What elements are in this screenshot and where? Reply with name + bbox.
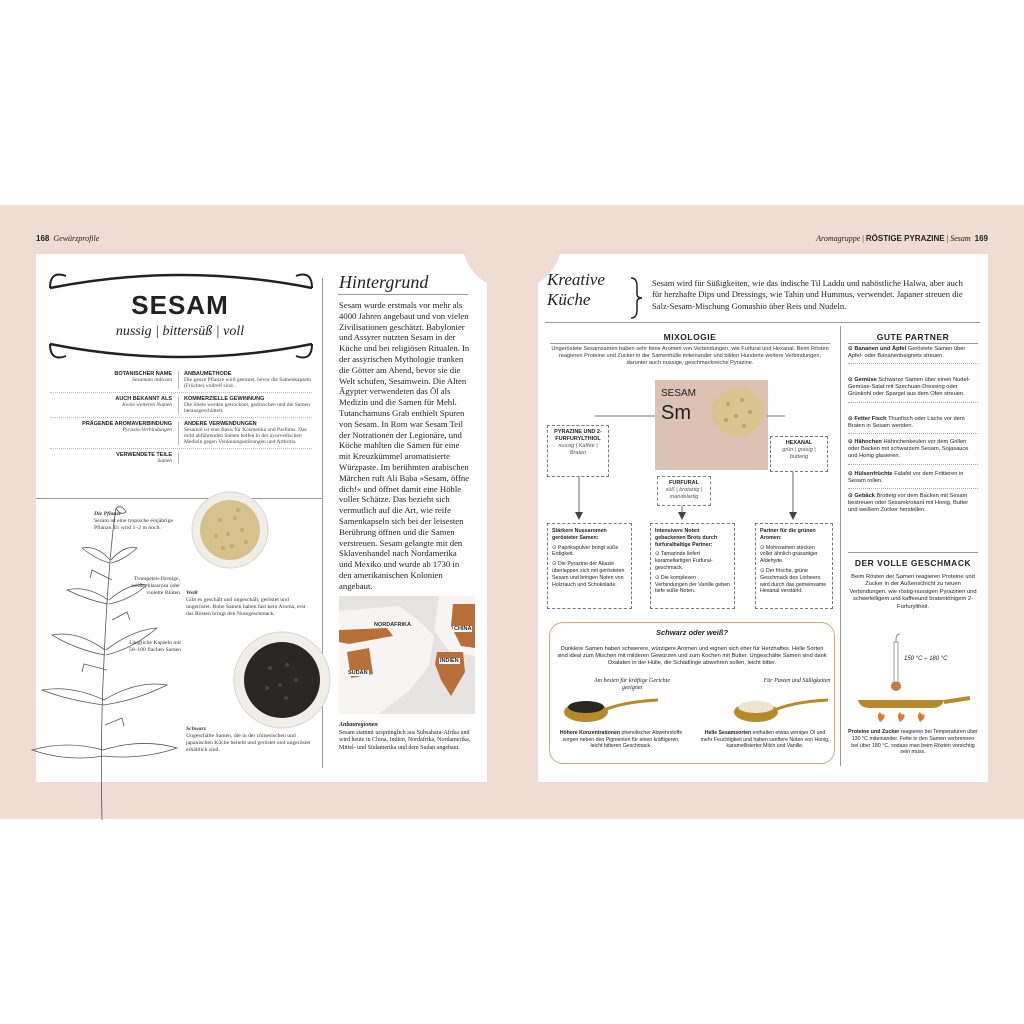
caption-bold: Proteine und Zucker xyxy=(848,729,900,735)
white-seed-spoon xyxy=(730,692,830,726)
black-caption-text: Ungeschälte Samen, die in der chinesischen und japanischen Küche beliebt und geröstet und ungeröstet erhältlich sind. xyxy=(186,733,311,753)
fact-value-head: ANDERE VERWENDUNGEN xyxy=(184,421,257,427)
compound-name: HEXANAL xyxy=(785,440,813,446)
fact-value-text: Die ganze Pflanze wird geerntet, bevor die Samenkapseln (Früchte) vollreif sind. xyxy=(184,377,312,389)
facts-table xyxy=(50,368,312,467)
fact-value-head: KOMMERZIELLE GEWINNUNG xyxy=(184,396,265,402)
light-seed-caption xyxy=(700,730,830,750)
partner-name: Gebäck xyxy=(854,493,875,499)
full-flavour-heading: DER VOLLE GESCHMACK xyxy=(854,558,972,568)
spoon-label-light: Für Pasten und Süßigkeiten xyxy=(763,678,831,684)
compound-box-hexanal xyxy=(770,436,828,472)
right-running-name: Sesam xyxy=(950,234,971,243)
right-running-bold: RÖSTIGE PYRAZINE xyxy=(865,234,945,243)
partner-name: Hähnchen xyxy=(854,439,882,445)
mixology-heading: MIXOLOGIE xyxy=(663,332,717,342)
outcome-line: ⊙ Der frische, grüne Geschmack des Lorbeers wird durch das gemeinsame Hexanal verstärkt. xyxy=(760,567,827,595)
plant-caption xyxy=(94,511,174,532)
fact-value-text: Sesamöl ist eine Basis für Kosmetika und Parfüms. Das mild abführenden Samen helfen in der ayurvedischen Medizin gegen Verdauungsstörungen und Arthritis. xyxy=(184,427,307,445)
map-label: CHINA xyxy=(454,626,472,632)
temperature-label: 150 °C – 180 °C xyxy=(904,656,948,662)
background-body: Sesam wurde erstmals vor mehr als 4000 Jahren angebaut und von vielen Zivilisationen geschätzt. Babylonier und Assyrer nutzten Sesam in der Küche und bei religiösen Ritualen. In der assyrischen Mythologie tranken die Götter am Abend, bevor sie die Welt schufen, Sesamwein. Die Alten Ägypter verwendeten das Öl als Medizin und die Samen für Mehl. Tutanchamuns Grab enthielt Spuren von Sesam. In Rom war Sesam Teil der Notrationen der Legionäre, und Köche mahlten die Samen für eine mit Kreuzkümmel aromatisierte Würzpaste. Im berühmten arabischen Märchen ruft Ali Baba »Sesam, öffne dich!« und öffnet damit eine Höhle voller Schätze. Das bezieht sich vermutlich auf die Art, wie reife Samenkapseln sich bei der leisesten Berührung öffnen und die Samen verstreuen. Sesam gelangte mit den Sklavenhandel nach Nordamerika und Mexiko und wurde ab 1730 in den amerikanischen Kolonien angebaut. xyxy=(339,300,470,591)
column-divider-right xyxy=(840,326,841,766)
black-seed-spoon xyxy=(560,692,660,726)
black-or-white-text: Dunklere Samen haben schwerere, würzigere Aromen und eignen sich eher für Herzhaftes. Helle Sorten sind ideal zum Mischen mit milderen Gewürzen und zum Kochen mit Butter. Ungeschälte Samen sind dank Oxalaten in der Hülle, die Schädlinge abwehren sollen, leicht bitter. xyxy=(557,646,827,667)
compound-box-pyrazine xyxy=(547,425,609,477)
caption-text: enthalten etwas weniger Öl und mehr Feuchtigkeit und haben sanftere Noten von Honig, karamellisierter Milch und Vanille. xyxy=(700,730,830,750)
caption-text: reagieren bei Temperaturen über 130 °C miteinander. Fette in den Samen verbrennen bei über 180 °C, sodass man beim Rösten vorsichtig sein muss. xyxy=(851,729,978,756)
fact-key: AUCH BEKANNT ALS xyxy=(115,396,172,402)
fact-key: BOTANISCHER NAME xyxy=(114,371,172,377)
full-flavour-text: Beim Rösten der Samen reagieren Proteine und Zucker in der Außenschicht zu neuen Verbindungen, wie röstig-nussigen Pyrazinen und schwefelligem und kaffeeund bratentönigem 2-Furfurylthiol. xyxy=(849,574,977,610)
compound-name: FURFURAL xyxy=(669,480,699,486)
mixology-rule xyxy=(550,343,830,344)
good-partners-heading: GUTE PARTNER xyxy=(876,332,950,342)
partner-text: Schwarze Samen über einen Nudel-Gemüse-Salat mit Szechuan-Dressing oder Grünkohl oder Spargel aus dem Ofen streuen. xyxy=(848,377,970,398)
black-caption-title: Schwarz xyxy=(186,726,206,732)
heading-rule xyxy=(338,294,468,295)
compound-desc: nussig | Kaffee | Braten xyxy=(558,443,598,456)
fact-key-value: Sesamum indicum xyxy=(132,377,172,383)
plant-caption-text: Sesam ist eine tropische einjährige Pflanze. Er wird 1–2 m hoch. xyxy=(94,518,173,531)
outcome-box xyxy=(547,523,632,609)
outcome-head: Partner für die grünen Aromen: xyxy=(760,528,816,541)
caption-bold: Höhere Konzentrationen xyxy=(559,730,621,736)
white-caption-text: Gibt es geschält und ungeschält, geröstet und ungeröstet. Rohe Samen haben fast kein Aroma, erst das Rösten bringt den Nussgeschmack. xyxy=(186,597,306,617)
partner-item: ⊙ Fetter Fisch Thunfisch oder Lachs vor dem Braten in Sesam wenden. xyxy=(848,416,978,434)
outcome-line: ⊙ Mohnsamen stecken voller ähnlich grasartiger Aldehyde. xyxy=(760,544,818,565)
fact-key-value: Pyrazin-Verbindungen xyxy=(122,427,172,433)
section-divider xyxy=(36,498,322,499)
partners-rule xyxy=(848,343,978,344)
left-folio xyxy=(36,234,99,243)
partner-item: ⊙ Hähnchen Hähnchenkeulen vor dem Grillen oder Backen mit schwarzem Sesam, Sojasauce und Honig glasieren. xyxy=(848,439,978,465)
growing-regions-map xyxy=(339,596,475,714)
capsule-caption: Längliche Kapseln mit 50–100 flachen Samen xyxy=(128,640,181,653)
partner-name: Gemüse xyxy=(854,377,877,383)
right-folio: Aromagruppe | RÖSTIGE PYRAZINE | Sesam 169 xyxy=(816,234,988,243)
left-running-head: Gewürzprofile xyxy=(53,234,100,243)
plant-caption-title: Die Pflanze xyxy=(94,511,122,517)
partner-name: Hülsenfrüchte xyxy=(854,471,893,477)
white-caption-title: Weiß xyxy=(186,590,198,596)
compound-box-furfural xyxy=(657,476,711,506)
partner-name: Bananen und Äpfel xyxy=(854,346,907,352)
roasting-pan-illustration xyxy=(852,626,974,726)
partner-text: Hähnchenkeulen vor dem Grillen oder Backen mit schwarzem Sesam, Sojasauce und Honig glasieren. xyxy=(848,439,969,460)
mixology-intro: Ungeröstete Sesamsamen haben sehr feine Aromen von Verbindungen, wie Furfural und Hexanal. Beim Rösten reagieren Proteine und Zucker in der Samenhülle miteinander und bilden Hunderte weitere Verbindungen, darunter auch nussige, geschmackreiche Pyrazine. xyxy=(551,346,829,366)
partner-item: ⊙ Hülsenfrüchte Falafel vor dem Frittieren in Sesam rollen. xyxy=(848,471,978,489)
partner-item: ⊙ Bananen und Äpfel Geröstete Samen über Apfel- oder Bananenbeignets streuen. xyxy=(848,346,978,364)
outcome-head: Intensivere Noten gebackenen Brots durch furfuralhaltige Partner: xyxy=(655,528,718,548)
spice-name: SESAM xyxy=(131,290,229,320)
map-label: INDIEN xyxy=(440,658,459,664)
map-caption xyxy=(339,722,475,752)
creative-heading-line1: Kreative xyxy=(547,270,605,289)
outcome-box xyxy=(650,523,735,609)
partner-item: ⊙ Gemüse Schwarze Samen über einen Nudel-Gemüse-Salat mit Szechuan-Dressing oder Grünkohl oder Spargel aus dem Ofen streuen. xyxy=(848,377,978,403)
creative-heading-line2: Küche xyxy=(547,290,591,309)
partner-text: Falafel vor dem Frittieren in Sesam rollen. xyxy=(848,471,964,485)
background-heading: Hintergrund xyxy=(339,272,429,292)
flavour-rule xyxy=(848,552,978,553)
map-label: SUDAN xyxy=(348,670,368,676)
protein-sugar-text xyxy=(848,729,978,756)
outcome-box xyxy=(755,523,833,609)
partner-text: Thunfisch oder Lachs vor dem Braten in Sesam wenden. xyxy=(848,416,965,430)
outcome-line: ⊙ Die Pyrazine der Akazie überlappen sich mit gerösteten Sesam und bringen Noten von Holzrauch und Schokolade. xyxy=(552,561,625,588)
caption-bold: Helle Sesamsorten xyxy=(704,730,752,736)
fact-value-head: ANBAUMETHODE xyxy=(184,371,232,377)
white-sesame-bowl xyxy=(190,490,270,570)
map-shapes xyxy=(339,596,475,714)
dark-seed-caption xyxy=(556,730,686,750)
partner-item: ⊙ Gebäck Brotteig vor dem Backen mit Sesam bestreuen oder Sesamkrokant mit Honig, Butter und weißem Zucker herstellen. xyxy=(848,493,969,514)
outcome-line: ⊙ Die komplexen Verbindungen der Vanille geben tiefe süße Noten. xyxy=(655,574,731,595)
outcome-line: ⊙ Tamarinde liefert karamellartigen Furfural-geschmack. xyxy=(655,551,713,571)
partner-text: Brotteig vor dem Backen mit Sesam bestreuen oder Sesamkrokant mit Honig, Butter und weißem Zucker herstellen. xyxy=(848,493,969,514)
partner-text: Geröstete Samen über Apfel- oder Bananenbeignets streuen. xyxy=(848,346,966,360)
spoon-label-dark: Am besten für kräftige Gerichte geeignet xyxy=(594,678,670,691)
compound-name: PYRAZINE UND 2-FURFURYLTHIOL xyxy=(554,429,602,442)
creative-intro: Sesam wird für Süßigkeiten, wie das indische Til Laddu und nahöstliche Halwa, aber auch für herzhafte Dips und Dressings, wie Tahin und Hummus, verwendet. Japaner streuen die Salz-Sesam-Mischung Gomashio über Reis und Nudeln. xyxy=(652,278,963,311)
fact-value-text: Die Stiele werden getrocknet, gedroschen und die Samen herausgeschüttelt. xyxy=(184,402,310,414)
spice-tagline: nussig | bittersüß | voll xyxy=(115,324,245,339)
fact-key-value: Samen xyxy=(157,458,172,464)
map-label: NORDAFRIKA xyxy=(374,622,411,628)
element-tile-symbol: Sm xyxy=(661,402,691,424)
outcome-head: Stärkere Nussaromen gerösteter Samen: xyxy=(552,528,607,541)
fact-key: PRÄGENDE AROMAVERBINDUNG xyxy=(82,421,172,427)
flower-caption: Trompeten-förmige, weiße, blassrosa oder violette Blüten xyxy=(131,576,180,596)
black-sesame-bowl xyxy=(232,630,332,730)
facts-row xyxy=(50,393,312,418)
caption-text: phenolischer Abwehrstoffe sorgen neben den Pigmenten für einen kräftigeren, leicht bitteren Geschmack. xyxy=(562,730,683,750)
fact-key-value: Keine weiteren Namen xyxy=(122,402,172,408)
facts-row xyxy=(50,368,312,393)
section-rule xyxy=(545,322,980,323)
black-or-white-title: Schwarz oder weiß? xyxy=(655,628,729,637)
map-caption-title: Anbauregionen xyxy=(339,722,378,728)
compound-desc: süß | brotartig | mandelartig xyxy=(665,487,703,500)
sesame-plant-illustration xyxy=(12,500,187,820)
right-running-group: Aromagruppe xyxy=(816,234,861,243)
map-caption-text: Sesam stammt ursprünglich aus Subsahara-Afrika und wird heute in China, Indien, Nordafrika, Nordamerika, Mittel- und Südamerika und dem Sudan angebaut. xyxy=(339,729,471,751)
compound-desc: grün | grasig | butterig xyxy=(782,447,816,460)
facts-row xyxy=(50,418,312,449)
fact-key: VERWENDETE TEILE xyxy=(116,452,172,458)
partner-name: Fetter Fisch xyxy=(854,416,887,422)
black-caption xyxy=(186,726,316,754)
element-tile-name: SESAM xyxy=(661,388,697,399)
right-page-number: 169 xyxy=(974,234,988,243)
outcome-line: ⊙ Paprikapulver bringt süße Erdigkeit. xyxy=(552,544,619,558)
white-caption xyxy=(186,590,314,618)
creative-kitchen-heading xyxy=(547,270,605,310)
facts-row xyxy=(50,449,312,467)
left-page-number: 168 xyxy=(36,234,50,243)
brace-ornament xyxy=(628,276,644,320)
spice-title-box xyxy=(50,270,310,362)
